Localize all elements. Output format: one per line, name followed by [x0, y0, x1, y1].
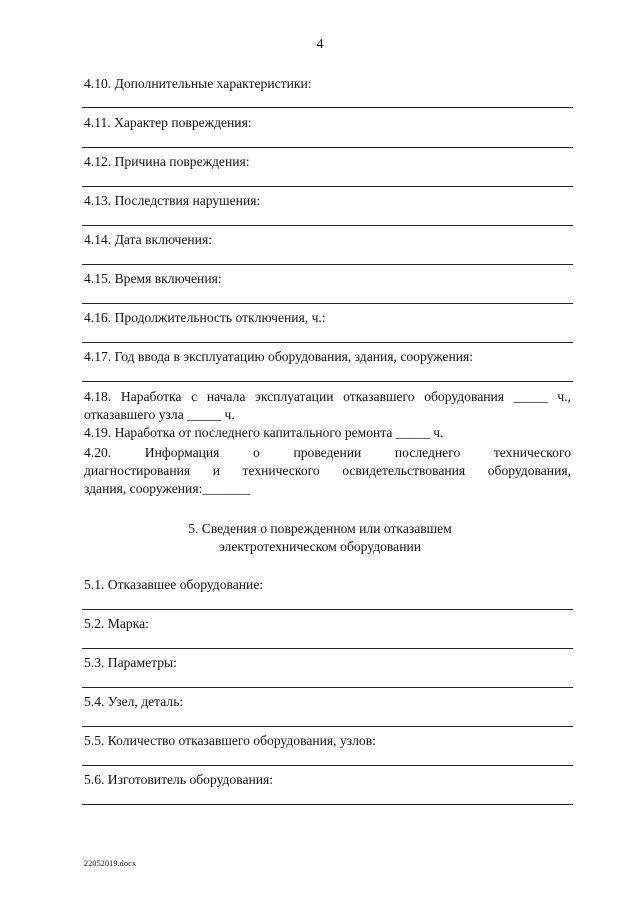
field-label-4-11: 4.11. Характер повреждения:	[84, 115, 252, 130]
field-label-5-1: 5.1. Отказавшее оборудование:	[84, 577, 264, 592]
item-4-18-line2: отказавшего узла _____ ч.	[84, 407, 235, 422]
field-label-4-17: 4.17. Год ввода в эксплуатацию оборудования, здания, сооружения:	[84, 349, 474, 364]
item-4-19-text: 4.19. Наработка от последнего капитального ремонта _____ ч.	[84, 425, 444, 440]
fill-line-4-13	[82, 225, 573, 226]
fill-line-4-14	[82, 264, 573, 265]
page-number: 4	[316, 37, 324, 52]
field-label-4-16: 4.16. Продолжительность отключения, ч.:	[84, 310, 326, 325]
fill-line-4-11	[82, 147, 573, 148]
field-label-4-13: 4.13. Последствия нарушения:	[84, 193, 261, 208]
footer-filename: 22052019.docx	[84, 859, 137, 868]
fill-line-4-15	[82, 303, 573, 304]
item-4-18	[84, 388, 571, 424]
fill-line-4-12	[82, 186, 573, 187]
fill-line-5-1	[82, 609, 573, 610]
fill-line-5-5	[82, 765, 573, 766]
item-4-18-line1: 4.18. Наработка с начала эксплуатации отказавшего оборудования _____ ч.,	[84, 389, 571, 404]
field-label-5-3: 5.3. Параметры:	[84, 655, 177, 670]
item-4-20	[84, 444, 571, 498]
field-label-4-10: 4.10. Дополнительные характеристики:	[84, 76, 312, 91]
item-4-20-line2: диагностирования и технического освидетельствования оборудования,	[84, 463, 571, 478]
fill-line-4-16	[82, 342, 573, 343]
section-5-heading-line1: 5. Сведения о поврежденном или отказавшем	[188, 521, 452, 536]
field-label-4-14: 4.14. Дата включения:	[84, 232, 212, 247]
field-label-5-4: 5.4. Узел, деталь:	[84, 694, 184, 709]
item-4-19	[84, 424, 571, 442]
section-5-heading-line2: электротехническом оборудовании	[218, 539, 422, 554]
field-label-4-15: 4.15. Время включения:	[84, 271, 222, 286]
field-label-5-6: 5.6. Изготовитель оборудования:	[84, 772, 274, 787]
item-4-20-line3: здания, сооружения:_______	[84, 481, 250, 496]
field-label-4-12: 4.12. Причина повреждения:	[84, 154, 250, 169]
fill-line-5-3	[82, 687, 573, 688]
section-5-heading	[0, 520, 640, 556]
fill-line-5-6	[82, 804, 573, 805]
field-label-5-5: 5.5. Количество отказавшего оборудования, узлов:	[84, 733, 376, 748]
fill-line-5-4	[82, 726, 573, 727]
fill-line-4-17	[82, 381, 573, 382]
fill-line-4-10	[82, 107, 573, 108]
fill-line-5-2	[82, 648, 573, 649]
item-4-20-line1: 4.20. Информация о проведении последнего технического	[84, 445, 571, 460]
field-label-5-2: 5.2. Марка:	[84, 616, 149, 631]
